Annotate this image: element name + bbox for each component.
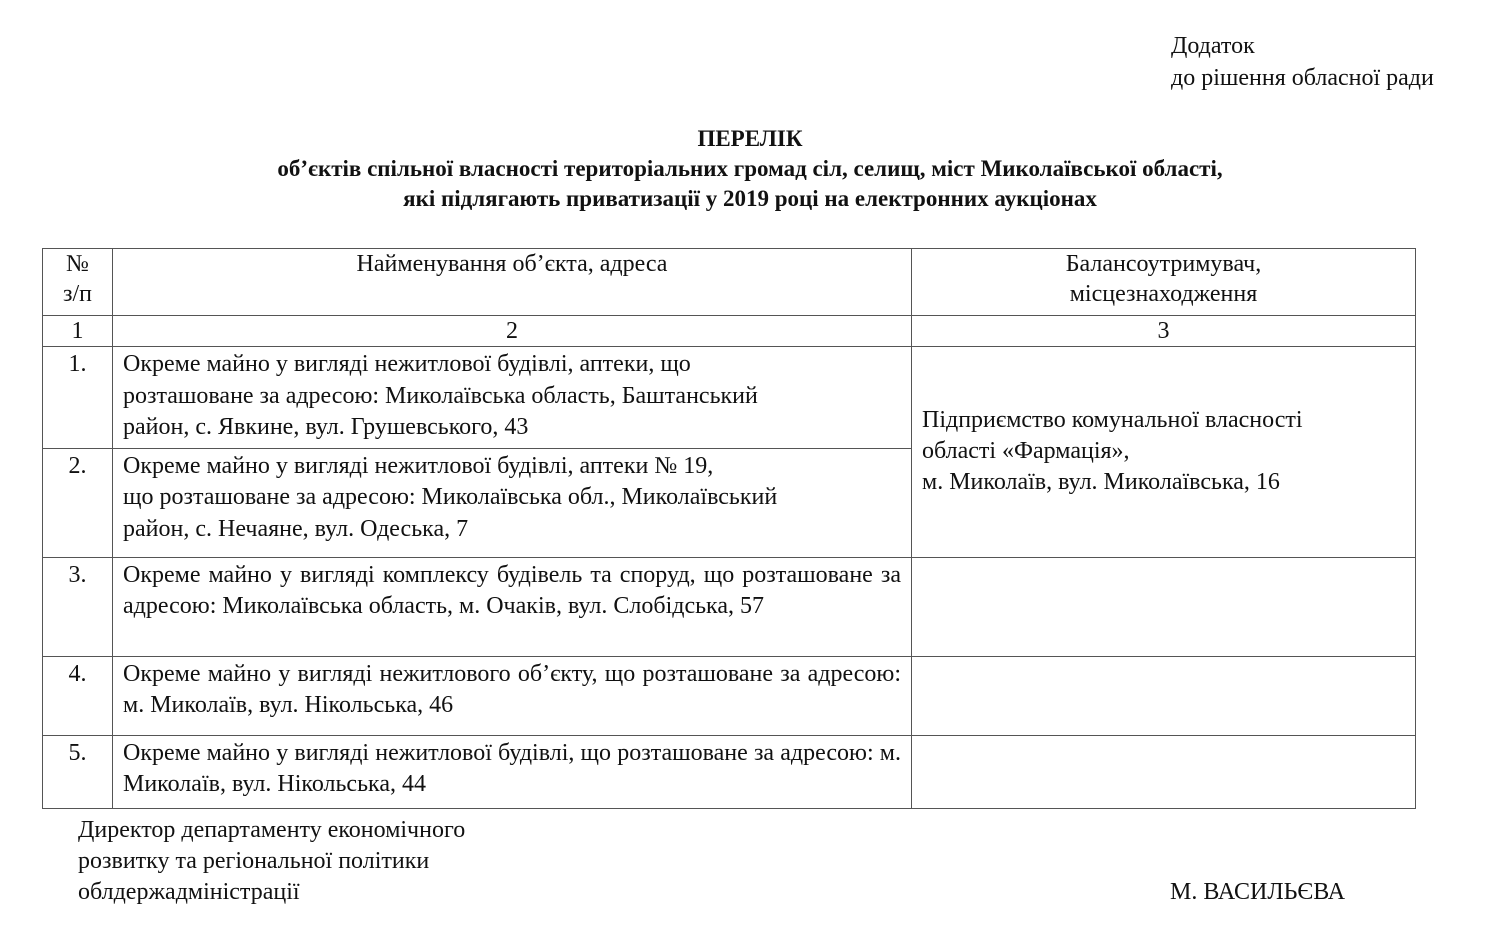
description-line: розташоване за адресою: Миколаївська область, Баштанський bbox=[123, 382, 758, 409]
balance-holder-empty bbox=[912, 656, 1416, 735]
header-number-label: з/п bbox=[63, 281, 92, 307]
holder-line-2: області «Фармація», bbox=[922, 438, 1130, 465]
holder-line-1: Підприємство комунальної власності bbox=[922, 407, 1303, 434]
column-number-2: 2 bbox=[113, 316, 912, 347]
signatory-position bbox=[78, 815, 465, 908]
description-line: район, с. Явкине, вул. Грушевського, 43 bbox=[123, 414, 529, 440]
column-number-row bbox=[43, 316, 1416, 347]
table-row bbox=[43, 656, 1416, 735]
table-row bbox=[43, 557, 1416, 656]
signature-line-1: Директор департаменту економічного bbox=[78, 817, 466, 843]
header-holder-line-1: Балансоутримувач, bbox=[1065, 251, 1262, 277]
object-description: Окреме майно у вигляді комплексу будівель та споруд, що розташоване за адресою: Миколаївська область, м. Очаків, вул. Слобідська, 57 bbox=[113, 557, 912, 656]
header-number-symbol: № bbox=[66, 251, 89, 277]
holder-line-3: м. Миколаїв, вул. Миколаївська, 16 bbox=[922, 469, 1280, 496]
column-number-3: 3 bbox=[912, 316, 1416, 347]
balance-holder-empty bbox=[912, 735, 1416, 808]
header-name: Найменування об’єкта, адреса bbox=[113, 249, 912, 316]
object-description: Окреме майно у вигляді нежитлового об’єкту, що розташоване за адресою: м. Миколаїв, вул. Нікольська, 46 bbox=[113, 656, 912, 735]
row-number: 1. bbox=[43, 347, 113, 449]
appendix-line-2: до рішення обласної ради bbox=[1171, 65, 1434, 91]
table-header-row bbox=[43, 249, 1416, 316]
row-number: 2. bbox=[43, 448, 113, 557]
table-row bbox=[43, 735, 1416, 808]
appendix-line-1: Додаток bbox=[1171, 33, 1255, 59]
title-line-2: які підлягають приватизації у 2019 році на електронних аукціонах bbox=[403, 186, 1097, 211]
appendix-note bbox=[1171, 30, 1434, 94]
signature-line-3: облдержадміністрації bbox=[78, 879, 300, 905]
column-number-1: 1 bbox=[43, 316, 113, 347]
balance-holder-empty bbox=[912, 557, 1416, 656]
signature-line-2: розвитку та регіональної політики bbox=[78, 848, 430, 874]
document-title bbox=[0, 124, 1500, 214]
object-description bbox=[113, 448, 912, 557]
description-line: район, с. Нечаяне, вул. Одеська, 7 bbox=[123, 515, 469, 542]
description-line: Окреме майно у вигляді нежитлової будівлі, аптеки, що bbox=[123, 351, 691, 377]
title-heading: ПЕРЕЛІК bbox=[697, 126, 803, 151]
header-holder bbox=[912, 249, 1416, 316]
description-line: що розташоване за адресою: Миколаївська обл., Миколаївський bbox=[123, 484, 778, 510]
header-number bbox=[43, 249, 113, 316]
row-number: 4. bbox=[43, 656, 113, 735]
signatory-name: М. ВАСИЛЬЄВА bbox=[1170, 879, 1346, 905]
description-line: Окреме майно у вигляді нежитлової будівлі, аптеки № 19, bbox=[123, 452, 714, 479]
objects-table bbox=[42, 248, 1416, 809]
row-number: 3. bbox=[43, 557, 113, 656]
header-holder-line-2: місцезнаходження bbox=[1069, 281, 1258, 307]
table-row bbox=[43, 347, 1416, 449]
title-line-1: об’єктів спільної власності територіальних громад сіл, селищ, міст Миколаївської області, bbox=[277, 156, 1223, 181]
object-description bbox=[113, 347, 912, 449]
row-number: 5. bbox=[43, 735, 113, 808]
balance-holder bbox=[912, 347, 1416, 558]
object-description: Окреме майно у вигляді нежитлової будівлі, що розташоване за адресою: м. Миколаїв, вул. Нікольська, 44 bbox=[113, 735, 912, 808]
